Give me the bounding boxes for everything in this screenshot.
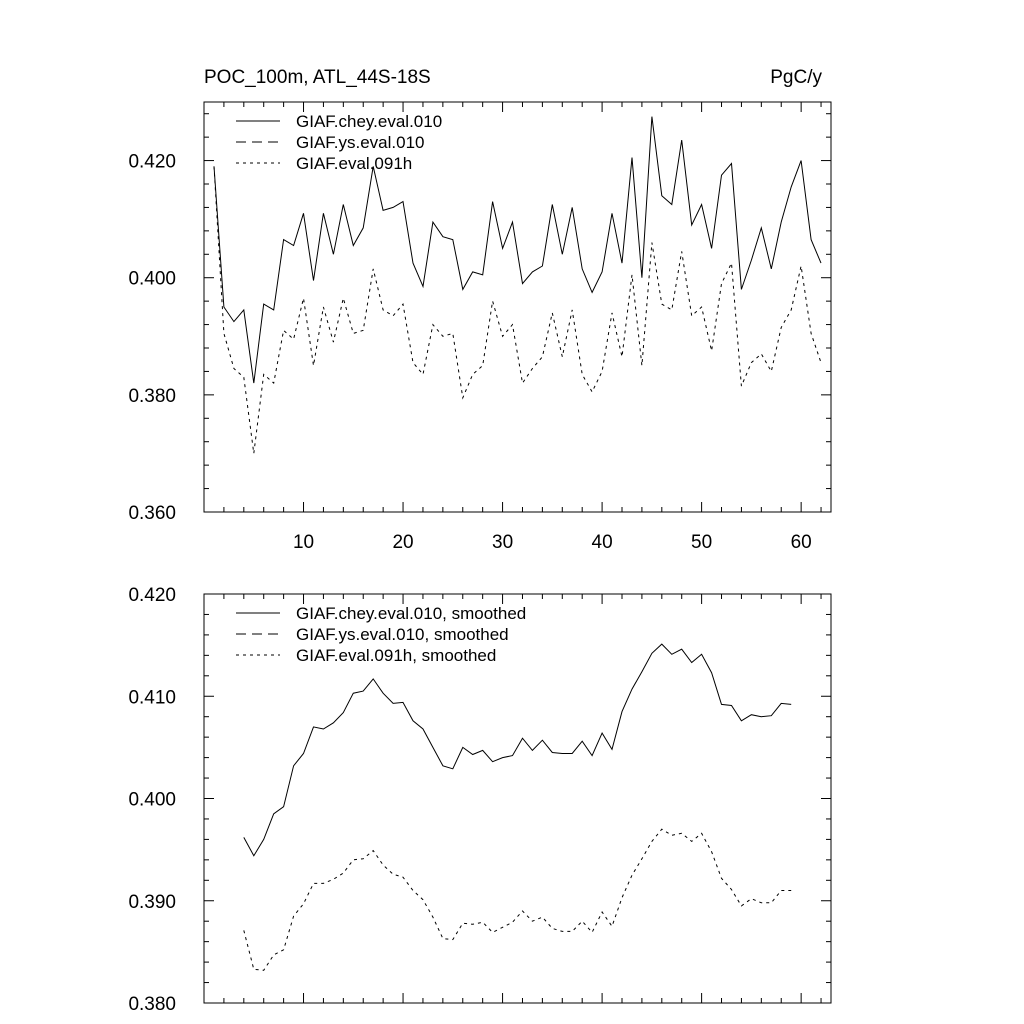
x-tick-label: 30 [492, 532, 514, 553]
y-tick-label: 0.390 [128, 891, 176, 913]
y-tick-label: 0.360 [128, 503, 176, 524]
x-tick-label: 50 [691, 532, 713, 553]
x-tick-label: 20 [392, 532, 414, 553]
x-tick-label: 60 [790, 532, 812, 553]
y-tick-label: 0.420 [128, 585, 176, 606]
top-line-chart [128, 102, 831, 553]
x-tick-label: 40 [591, 532, 613, 553]
header-units: PgC/y [770, 67, 822, 88]
bottom-smoothed-line-chart [128, 585, 831, 1015]
series-line-2 [214, 166, 821, 453]
legend-label: GIAF.eval.091h, smoothed [296, 646, 497, 665]
legend-label: GIAF.eval.091h [296, 154, 413, 173]
y-tick-label: 0.400 [128, 789, 176, 811]
y-tick-label: 0.380 [128, 385, 176, 407]
y-tick-label: 0.410 [128, 687, 176, 709]
legend-label: GIAF.ys.eval.010 [296, 133, 425, 152]
y-tick-label: 0.380 [128, 994, 176, 1015]
header-title: POC_100m, ATL_44S-18S [204, 67, 431, 88]
x-tick-label: 10 [292, 532, 315, 553]
legend-label: GIAF.ys.eval.010, smoothed [296, 625, 509, 644]
y-tick-label: 0.400 [128, 268, 176, 290]
legend-label: GIAF.chey.eval.010, smoothed [296, 604, 527, 623]
series-line-0 [244, 644, 791, 856]
y-tick-label: 0.420 [128, 151, 176, 173]
legend-label: GIAF.chey.eval.010 [296, 112, 443, 131]
series-line-2 [244, 829, 791, 970]
